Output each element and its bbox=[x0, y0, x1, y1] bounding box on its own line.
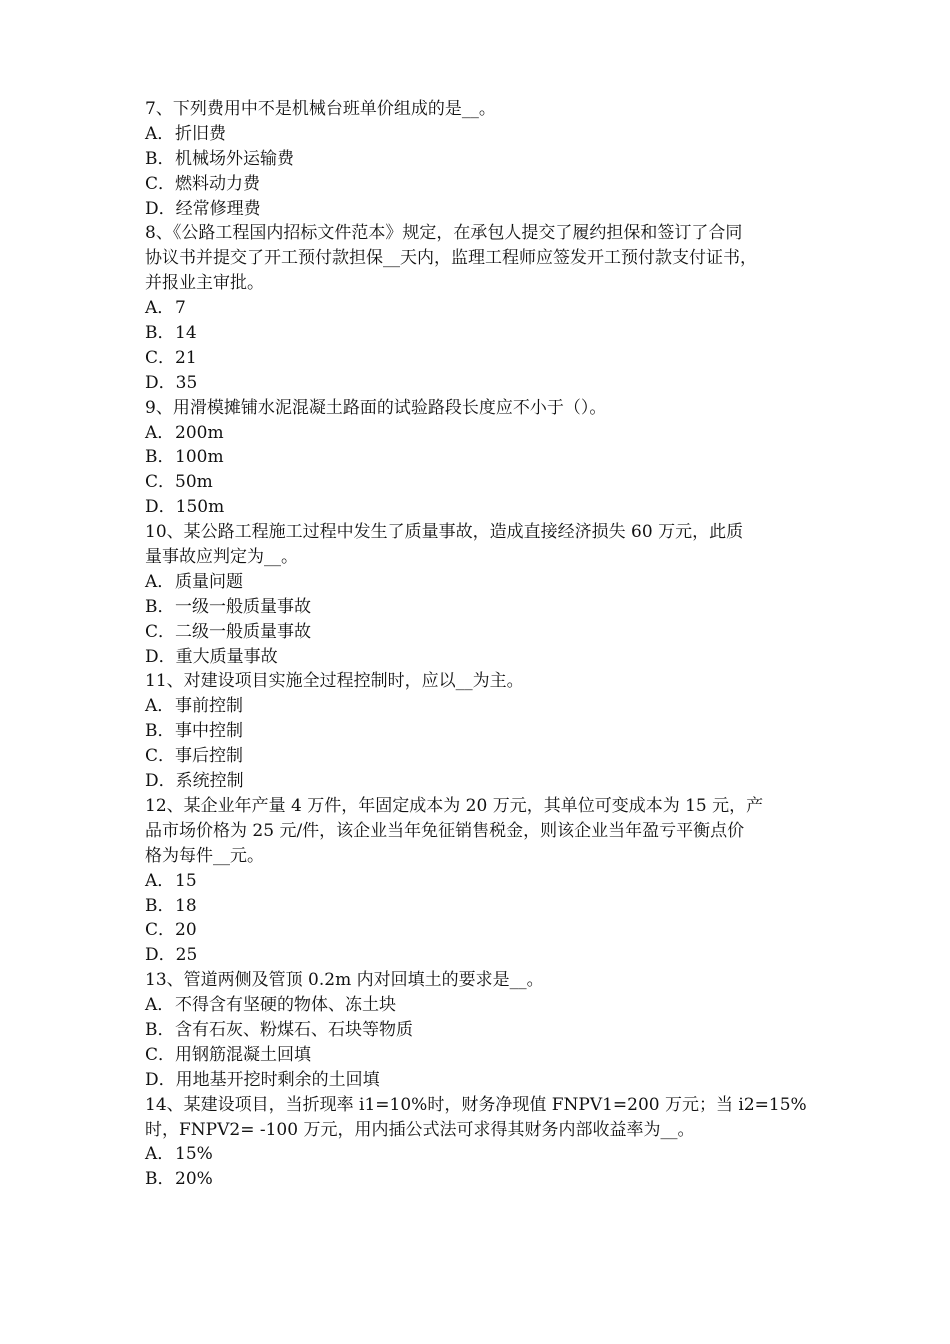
answer-option bbox=[145, 296, 825, 321]
question-text: 8、《公路工程国内招标文件范本》规定，在承包人提交了履约担保和签订了合同 bbox=[145, 223, 743, 244]
option-text: 21 bbox=[175, 347, 197, 368]
question-text: 12、某企业年产量 4 万件，年固定成本为 20 万元，其单位可变成本为 15 元，产 bbox=[145, 795, 764, 816]
option-text: 20% bbox=[175, 1169, 213, 1190]
option-text: 质量问题 bbox=[175, 571, 243, 592]
option-letter: D． bbox=[145, 372, 176, 393]
question-text: 13、管道两侧及管顶 0.2m 内对回填土的要求是__。 bbox=[145, 970, 544, 991]
option-text: 机械场外运输费 bbox=[175, 148, 294, 169]
option-letter: B． bbox=[145, 323, 175, 344]
option-letter: D． bbox=[145, 771, 176, 792]
question-text: 9、用滑模摊铺水泥混凝土路面的试验路段长度应不小于（）。 bbox=[145, 397, 607, 418]
answer-option bbox=[145, 1142, 825, 1167]
question-text: 品市场价格为 25 元/件，该企业当年免征销售税金，则该企业当年盈亏平衡点价 bbox=[145, 820, 745, 841]
question-block bbox=[145, 794, 825, 968]
answer-option bbox=[145, 869, 825, 894]
question-text: 14、某建设项目，当折现率 i1=10%时，财务净现值 FNPV1=200 万元；当 i2=15% bbox=[145, 1094, 807, 1115]
option-text: 用地基开挖时剩余的土回填 bbox=[175, 1069, 380, 1090]
question-text: 7、下列费用中不是机械台班单价组成的是__。 bbox=[145, 99, 496, 119]
option-letter: C． bbox=[145, 621, 176, 642]
question-block bbox=[145, 396, 825, 520]
document-body bbox=[145, 97, 825, 1192]
option-letter: B． bbox=[145, 1019, 175, 1040]
answer-option bbox=[145, 694, 825, 719]
option-text: 20 bbox=[175, 920, 197, 941]
question-text: 并报业主审批。 bbox=[145, 273, 264, 294]
option-letter: D． bbox=[145, 945, 176, 966]
option-letter: B． bbox=[145, 596, 175, 617]
option-letter: A． bbox=[145, 995, 175, 1016]
option-letter: A． bbox=[145, 422, 175, 443]
option-text: 二级一般质量事故 bbox=[175, 621, 312, 642]
answer-option bbox=[145, 470, 825, 495]
answer-option bbox=[145, 645, 825, 670]
question-block bbox=[145, 221, 825, 395]
option-letter: C． bbox=[145, 1044, 176, 1065]
option-text: 用钢筋混凝土回填 bbox=[175, 1044, 312, 1065]
option-letter: C． bbox=[145, 347, 176, 368]
question-text: 时，FNPV2= -100 万元，用内插公式法可求得其财务内部收益率为__。 bbox=[145, 1119, 695, 1140]
answer-option bbox=[145, 495, 825, 520]
answer-option bbox=[145, 570, 825, 595]
option-letter: A． bbox=[145, 123, 175, 144]
option-letter: D． bbox=[145, 646, 176, 667]
option-text: 折旧费 bbox=[175, 123, 226, 144]
question-block bbox=[145, 968, 825, 1092]
option-text: 14 bbox=[175, 323, 197, 344]
option-letter: B． bbox=[145, 721, 175, 742]
option-text: 35 bbox=[175, 372, 198, 393]
answer-option bbox=[145, 744, 825, 769]
option-letter: A． bbox=[145, 696, 175, 717]
option-letter: B． bbox=[145, 895, 175, 916]
option-text: 15 bbox=[175, 870, 197, 891]
option-text: 含有石灰、粉煤石、石块等物质 bbox=[175, 1019, 413, 1040]
answer-option bbox=[145, 620, 825, 645]
option-letter: C． bbox=[145, 746, 176, 767]
answer-option bbox=[145, 595, 825, 620]
option-letter: A． bbox=[145, 1144, 175, 1165]
question-block bbox=[145, 520, 825, 669]
answer-option bbox=[145, 918, 825, 943]
question-text: 格为每件__元。 bbox=[145, 845, 264, 866]
option-letter: A． bbox=[145, 571, 175, 592]
question-text: 协议书并提交了开工预付款担保__天内，监理工程师应签发开工预付款支付证书， bbox=[145, 248, 757, 269]
question-block bbox=[145, 669, 825, 793]
option-text: 200m bbox=[175, 422, 224, 443]
answer-option bbox=[145, 769, 825, 794]
answer-option bbox=[145, 1043, 825, 1068]
question-text: 10、某公路工程施工过程中发生了质量事故，造成直接经济损失 60 万元，此质 bbox=[145, 522, 744, 543]
option-text: 150m bbox=[175, 497, 225, 518]
answer-option bbox=[145, 321, 825, 346]
answer-option bbox=[145, 197, 825, 222]
answer-option bbox=[145, 371, 825, 396]
option-text: 18 bbox=[175, 895, 197, 916]
option-letter: B． bbox=[145, 447, 175, 468]
option-letter: A． bbox=[145, 298, 175, 319]
option-letter: B． bbox=[145, 1169, 175, 1190]
option-text: 一级一般质量事故 bbox=[175, 596, 311, 617]
option-letter: D． bbox=[145, 1069, 176, 1090]
answer-option bbox=[145, 421, 825, 446]
answer-option bbox=[145, 943, 825, 968]
option-letter: C． bbox=[145, 472, 176, 493]
answer-option bbox=[145, 719, 825, 744]
option-letter: A． bbox=[145, 870, 175, 891]
question-text: 11、对建设项目实施全过程控制时，应以__为主。 bbox=[145, 671, 524, 692]
answer-option bbox=[145, 172, 825, 197]
question-block bbox=[145, 97, 825, 221]
option-text: 100m bbox=[175, 447, 224, 468]
option-text: 重大质量事故 bbox=[175, 646, 278, 667]
answer-option bbox=[145, 1167, 825, 1192]
answer-option bbox=[145, 993, 825, 1018]
option-text: 不得含有坚硬的物体、冻土块 bbox=[175, 995, 396, 1016]
answer-option bbox=[145, 122, 825, 147]
answer-option bbox=[145, 894, 825, 919]
option-text: 15% bbox=[175, 1144, 213, 1165]
answer-option bbox=[145, 445, 825, 470]
answer-option bbox=[145, 147, 825, 172]
option-text: 经常修理费 bbox=[175, 198, 261, 219]
option-text: 50m bbox=[175, 472, 213, 493]
option-letter: C． bbox=[145, 173, 176, 194]
option-letter: B． bbox=[145, 148, 175, 169]
option-letter: D． bbox=[145, 198, 176, 219]
option-text: 系统控制 bbox=[175, 771, 244, 792]
answer-option bbox=[145, 1018, 825, 1043]
answer-option bbox=[145, 1068, 825, 1093]
option-letter: C． bbox=[145, 920, 176, 941]
option-text: 燃料动力费 bbox=[175, 173, 261, 194]
question-block bbox=[145, 1093, 825, 1193]
answer-option bbox=[145, 346, 825, 371]
option-text: 事中控制 bbox=[175, 721, 243, 742]
question-text: 量事故应判定为__。 bbox=[145, 547, 298, 568]
option-text: 7 bbox=[175, 298, 186, 319]
option-text: 事后控制 bbox=[175, 746, 244, 767]
option-text: 25 bbox=[175, 945, 198, 966]
option-text: 事前控制 bbox=[175, 696, 243, 717]
option-letter: D． bbox=[145, 497, 176, 518]
